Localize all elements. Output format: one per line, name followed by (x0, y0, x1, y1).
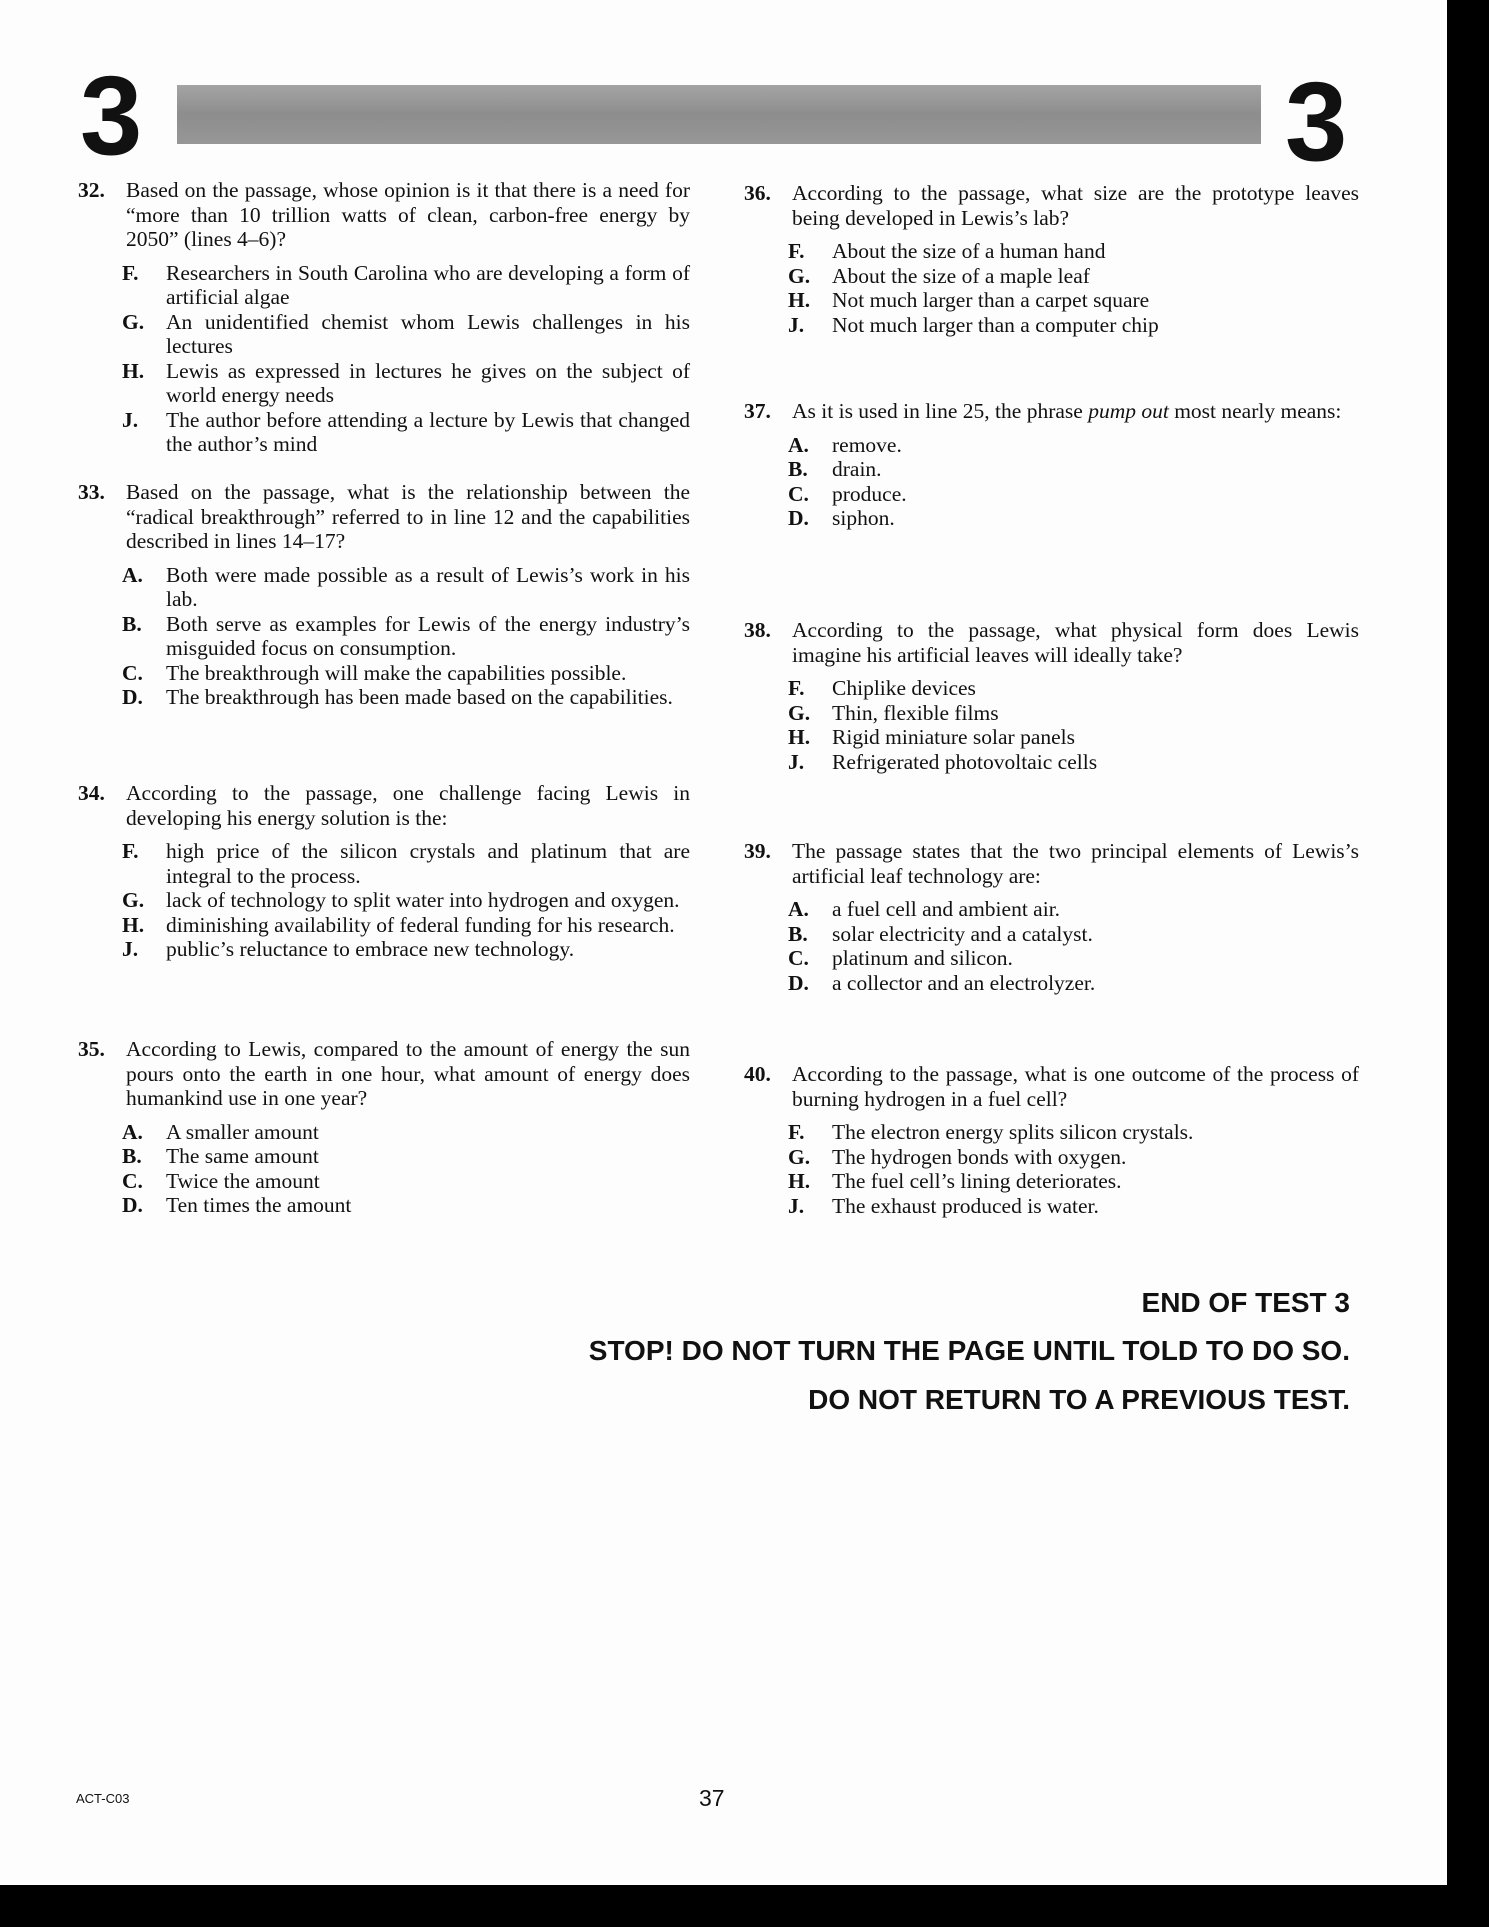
question-number: 36. (744, 181, 771, 205)
option-text: The breakthrough will make the capabilities possible. (166, 660, 627, 685)
question-number: 38. (744, 618, 771, 642)
answer-option[interactable] (788, 676, 1359, 701)
question-stem: According to the passage, what size are the prototype leaves being developed in Lewis’s lab? (792, 181, 1359, 230)
option-text: A smaller amount (166, 1119, 319, 1144)
option-text: lack of technology to split water into hydrogen and oxygen. (166, 888, 680, 912)
answer-option[interactable] (122, 1193, 690, 1218)
option-letter: B. (122, 1144, 142, 1168)
option-letter: F. (788, 1120, 805, 1144)
option-text: public’s reluctance to embrace new technology. (166, 937, 575, 961)
answer-option[interactable] (122, 839, 690, 888)
option-letter: B. (788, 921, 808, 946)
question-40 (744, 1062, 1359, 1218)
option-letter: J. (122, 937, 139, 961)
option-letter: J. (122, 407, 139, 432)
option-letter: G. (788, 1144, 811, 1169)
question-34 (78, 781, 690, 962)
header-bar (177, 85, 1261, 144)
option-letter: D. (788, 506, 809, 530)
question-number: 33. (78, 480, 105, 504)
option-text: platinum and silicon. (832, 946, 1013, 970)
answer-option[interactable] (788, 725, 1359, 750)
answer-options (744, 676, 1359, 774)
question-stem: According to the passage, what is one outcome of the process of burning hydrogen in a fuel cell? (792, 1062, 1359, 1111)
answer-option[interactable] (122, 261, 690, 310)
answer-option[interactable] (788, 433, 1359, 458)
answer-option[interactable] (788, 1145, 1359, 1170)
answer-options (78, 261, 690, 457)
answer-option[interactable] (788, 922, 1359, 947)
option-text: Rigid miniature solar panels (832, 725, 1076, 749)
option-letter: G. (788, 700, 811, 725)
option-letter: A. (122, 562, 143, 587)
question-37 (744, 399, 1359, 531)
answer-options (78, 839, 690, 962)
question-32 (78, 178, 690, 457)
answer-option[interactable] (788, 506, 1359, 531)
answer-option[interactable] (122, 1169, 690, 1194)
option-text: About the size of a human hand (832, 239, 1106, 263)
option-text: remove. (832, 432, 902, 457)
option-letter: H. (122, 358, 145, 383)
option-letter: B. (788, 457, 808, 481)
answer-options (78, 563, 690, 710)
question-stem: According to Lewis, compared to the amount of energy the sun pours onto the earth in one hour, what amount of energy does humankind use in one year? (126, 1037, 690, 1110)
option-letter: G. (788, 263, 811, 288)
question-36 (744, 181, 1359, 337)
question-stem: The passage states that the two principal elements of Lewis’s artificial leaf technology are: (792, 839, 1359, 888)
option-text: Both serve as examples for Lewis of the energy industry’s misguided focus on consumption. (166, 611, 690, 660)
question-stem: Based on the passage, what is the relationship between the “radical breakthrough” referred to in line 12 and the capabilities described in lines 14–17? (126, 480, 690, 553)
answer-option[interactable] (788, 1169, 1359, 1194)
option-text: drain. (832, 457, 882, 481)
question-33 (78, 480, 690, 710)
option-letter: F. (122, 260, 139, 285)
answer-option[interactable] (122, 310, 690, 359)
option-text: The breakthrough has been made based on the capabilities. (166, 685, 673, 709)
answer-option[interactable] (788, 264, 1359, 289)
answer-option[interactable] (122, 563, 690, 612)
answer-option[interactable] (788, 457, 1359, 482)
answer-option[interactable] (788, 313, 1359, 338)
question-38 (744, 618, 1359, 774)
option-text: The author before attending a lecture by Lewis that changed the author’s mind (166, 407, 690, 456)
option-text: Not much larger than a computer chip (832, 312, 1159, 337)
question-stem: As it is used in line 25, the phrase pump out most nearly means: (792, 399, 1342, 423)
answer-option[interactable] (788, 1194, 1359, 1219)
no-return-notice: DO NOT RETURN TO A PREVIOUS TEST. (808, 1384, 1350, 1415)
option-text: a collector and an electrolyzer. (832, 970, 1096, 995)
question-number: 39. (744, 839, 771, 863)
option-letter: F. (122, 839, 139, 863)
option-text: Researchers in South Carolina who are developing a form of artificial algae (166, 260, 690, 309)
answer-options (744, 897, 1359, 995)
question-number: 32. (78, 178, 105, 202)
answer-option[interactable] (122, 937, 690, 962)
option-letter: H. (788, 725, 811, 749)
option-letter: H. (788, 288, 811, 312)
option-text: Lewis as expressed in lectures he gives on the subject of world energy needs (166, 358, 690, 407)
question-number: 40. (744, 1062, 771, 1086)
option-text: high price of the silicon crystals and platinum that are integral to the process. (166, 839, 690, 888)
answer-option[interactable] (122, 1120, 690, 1145)
option-letter: C. (788, 946, 809, 970)
answer-option[interactable] (122, 1144, 690, 1169)
answer-option[interactable] (788, 971, 1359, 996)
option-text: siphon. (832, 506, 895, 530)
answer-option[interactable] (122, 685, 690, 710)
test-number-right: 3 (1285, 59, 1348, 184)
option-text: produce. (832, 481, 907, 506)
option-text: The same amount (166, 1144, 319, 1168)
option-text: The fuel cell’s lining deteriorates. (832, 1169, 1122, 1193)
option-letter: A. (788, 897, 809, 921)
answer-option[interactable] (788, 482, 1359, 507)
answer-option[interactable] (122, 359, 690, 408)
page-number: 37 (699, 1785, 725, 1811)
answer-option[interactable] (788, 288, 1359, 313)
test-number-left: 3 (80, 53, 143, 178)
option-text: Both were made possible as a result of Lewis’s work in his lab. (166, 562, 690, 611)
answer-options (744, 239, 1359, 337)
question-number: 34. (78, 781, 105, 805)
option-text: solar electricity and a catalyst. (832, 921, 1093, 946)
option-letter: F. (788, 239, 805, 263)
answer-options (78, 1120, 690, 1218)
option-letter: J. (788, 749, 805, 774)
option-text: The hydrogen bonds with oxygen. (832, 1144, 1127, 1169)
question-number: 35. (78, 1037, 105, 1061)
option-text: The exhaust produced is water. (832, 1193, 1099, 1218)
question-number: 37. (744, 399, 771, 423)
option-text: Ten times the amount (166, 1193, 352, 1217)
option-letter: B. (122, 611, 142, 636)
answer-option[interactable] (122, 913, 690, 938)
end-of-test-notice: END OF TEST 3 (1141, 1287, 1350, 1318)
option-text: Refrigerated photovoltaic cells (832, 749, 1098, 774)
answer-option[interactable] (122, 612, 690, 661)
option-letter: H. (122, 912, 145, 937)
answer-option[interactable] (122, 408, 690, 457)
question-stem: Based on the passage, whose opinion is it that there is a need for “more than 10 trillion watts of clean, carbon-free energy by 2050” (lines 4–6)? (126, 178, 690, 251)
option-letter: A. (788, 432, 809, 457)
option-text: An unidentified chemist whom Lewis challenges in his lectures (166, 309, 690, 358)
answer-option[interactable] (788, 1120, 1359, 1145)
option-letter: A. (122, 1119, 143, 1144)
option-letter: D. (788, 970, 809, 995)
stop-notice: STOP! DO NOT TURN THE PAGE UNTIL TOLD TO DO SO. (588, 1335, 1350, 1366)
answer-option[interactable] (788, 701, 1359, 726)
option-text: Not much larger than a carpet square (832, 288, 1150, 312)
option-letter: G. (122, 888, 145, 912)
answer-options (744, 433, 1359, 531)
option-letter: C. (788, 481, 809, 506)
option-letter: C. (122, 1168, 143, 1193)
option-text: About the size of a maple leaf (832, 263, 1090, 288)
question-35 (78, 1037, 690, 1218)
answer-option[interactable] (122, 661, 690, 686)
question-stem: According to the passage, one challenge facing Lewis in developing his energy solution is the: (126, 781, 690, 830)
question-39 (744, 839, 1359, 995)
answer-option[interactable] (788, 239, 1359, 264)
option-text: Twice the amount (166, 1168, 320, 1193)
option-letter: G. (122, 309, 145, 334)
answer-option[interactable] (788, 946, 1359, 971)
italic-phrase: pump out (1088, 399, 1169, 423)
answer-option[interactable] (788, 750, 1359, 775)
option-letter: D. (122, 1193, 143, 1217)
option-text: Thin, flexible films (832, 700, 999, 725)
option-text: diminishing availability of federal funding for his research. (166, 912, 675, 937)
option-letter: C. (122, 660, 143, 685)
option-letter: D. (122, 685, 143, 709)
option-text: The electron energy splits silicon crystals. (832, 1120, 1194, 1144)
answer-option[interactable] (122, 888, 690, 913)
option-letter: F. (788, 676, 805, 700)
answer-options (744, 1120, 1359, 1218)
option-text: Chiplike devices (832, 676, 976, 700)
option-letter: H. (788, 1169, 811, 1193)
option-letter: J. (788, 1193, 805, 1218)
option-text: a fuel cell and ambient air. (832, 897, 1061, 921)
answer-option[interactable] (788, 897, 1359, 922)
question-stem: According to the passage, what physical form does Lewis imagine his artificial leaves will ideally take? (792, 618, 1359, 667)
option-letter: J. (788, 312, 805, 337)
form-code: ACT-C03 (76, 1791, 130, 1806)
